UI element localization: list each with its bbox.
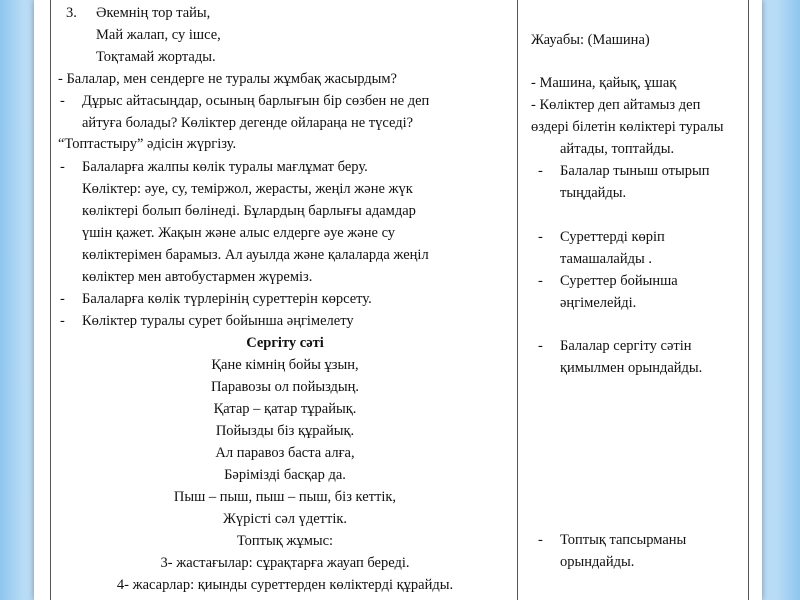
- dash-bullet: -: [60, 93, 65, 109]
- answer-line: Жауабы: (Машина): [531, 32, 650, 48]
- dash-bullet: -: [538, 273, 543, 289]
- riddle-line-1: Әкемнің тор тайы,: [96, 5, 211, 21]
- paragraph-line: Балаларға жалпы көлік туралы мағлұмат беру.: [82, 159, 368, 175]
- poem-line: Қатар – қатар тұрайық.: [213, 401, 357, 417]
- dash-bullet: -: [60, 159, 65, 175]
- paragraph-line: үшін қажет. Жақын және алыс елдерге әуе және су: [82, 225, 396, 241]
- paragraph-line: көліктер мен автобустармен жүреміз.: [82, 269, 313, 285]
- poem-line: Пойызды біз құрайық.: [215, 423, 355, 439]
- poem-line: Қане кімнің бойы ұзын,: [211, 357, 359, 373]
- right-line: айтады, топтайды.: [560, 141, 675, 157]
- group-work-age-4: 4- жасарлар: қиынды суреттерден көліктерді құрайды.: [116, 577, 454, 593]
- paragraph-line: Көліктер туралы сурет бойынша әңгімелету: [82, 313, 354, 329]
- right-line: - Машина, қайық, ұшақ: [531, 75, 677, 91]
- paragraph-line: көліктері болып бөлінеді. Бұлардың барлығы адамдар: [82, 203, 416, 219]
- right-line: әңгімелейді.: [560, 295, 637, 311]
- right-line: Топтық тапсырманы: [560, 532, 687, 548]
- right-line: тыңдайды.: [560, 185, 627, 201]
- right-line: Балалар тыныш отырып: [560, 163, 710, 179]
- dash-bullet: -: [538, 532, 543, 548]
- paragraph-line: Көліктер: әуе, су, теміржол, жерасты, жеңіл және жүк: [82, 181, 413, 197]
- dash-bullet: -: [538, 229, 543, 245]
- right-line: орындайды.: [560, 554, 635, 570]
- paragraph-line: көліктерімен барамыз. Ал ауылда және қалаларда жеңіл: [82, 247, 429, 263]
- dash-bullet: -: [60, 313, 65, 329]
- teacher-question: - Балалар, мен сендерге не туралы жұмбақ жасырдым?: [58, 71, 397, 87]
- riddle-number: 3.: [66, 5, 77, 21]
- riddle-line-2: Май жалап, су ішсе,: [96, 27, 221, 43]
- poem-line: Ал паравоз баста алға,: [215, 445, 355, 461]
- right-line: өздері білетін көліктері туралы: [531, 119, 724, 135]
- riddle-line-3: Тоқтамай жортады.: [96, 49, 216, 65]
- paragraph-line: Дұрыс айтасыңдар, осының барлығын бір сөзбен не деп: [82, 93, 430, 109]
- poem-line: Бәрімізді басқар да.: [224, 467, 346, 483]
- poem-line: Пыш – пыш, пыш – пыш, біз кеттік,: [173, 489, 397, 505]
- method-title: “Топтастыру” әдісін жүргізу.: [58, 136, 237, 152]
- right-line: Балалар сергіту сәтін: [560, 338, 692, 354]
- poem-line: Паравозы ол пойыздың.: [210, 379, 360, 395]
- group-work-title: Топтық жұмыс:: [236, 533, 334, 549]
- group-work-age-3: 3- жастағылар: сұрақтарға жауап береді.: [160, 555, 410, 571]
- right-line: Суреттерді көріп: [560, 229, 665, 245]
- right-line: тамашалайды .: [560, 251, 652, 267]
- paragraph-line: Балаларға көлік түрлерінің суреттерін көрсету.: [82, 291, 372, 307]
- right-line: қимылмен орындайды.: [560, 360, 703, 376]
- paragraph-line: айтуға болады? Көліктер дегенде ойлараңа не түседі?: [82, 115, 414, 131]
- dash-bullet: -: [538, 163, 543, 179]
- right-line: Суреттер бойынша: [560, 273, 678, 289]
- dash-bullet: -: [60, 291, 65, 307]
- poem-line: Жүрісті сәл үдеттік.: [222, 511, 348, 527]
- dash-bullet: -: [538, 338, 543, 354]
- table-border-middle: [517, 0, 518, 600]
- sergitu-title: Сергіту сәті: [246, 335, 324, 351]
- table-border-right: [748, 0, 749, 600]
- right-line: - Көліктер деп айтамыз деп: [531, 97, 701, 113]
- table-border-left: [50, 0, 51, 600]
